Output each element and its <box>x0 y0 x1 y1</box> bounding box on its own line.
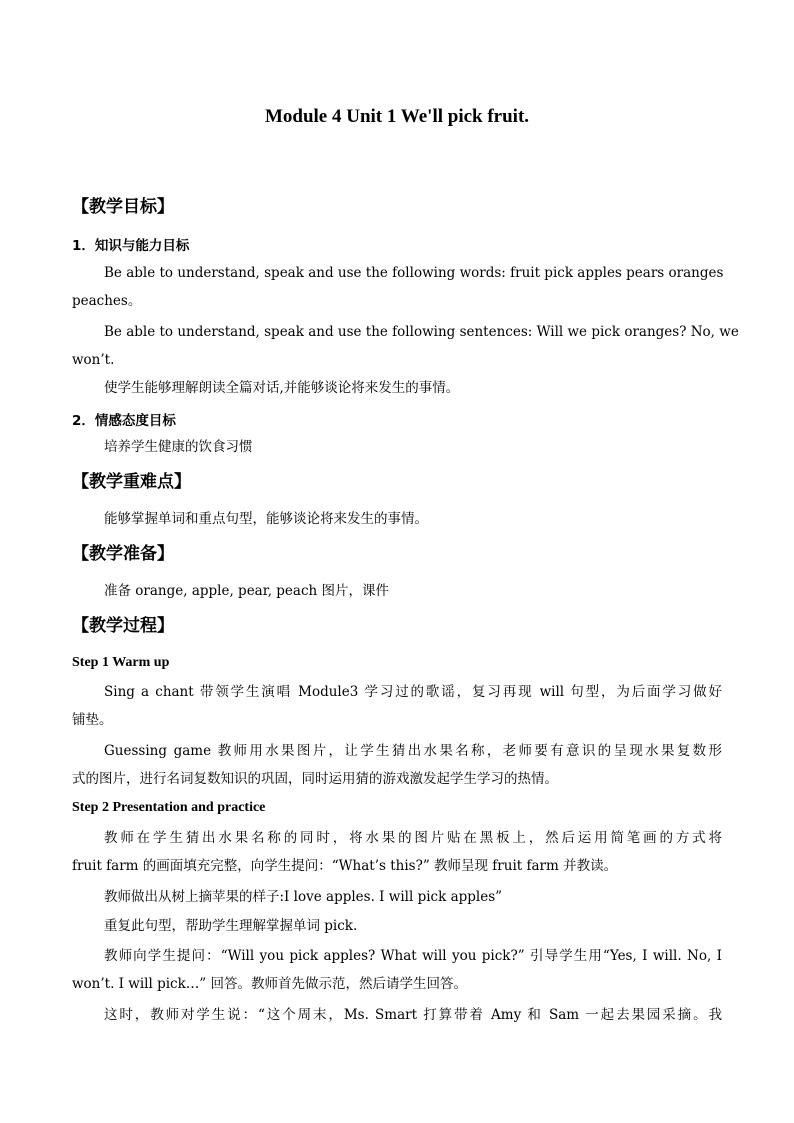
paragraph-line: 能够掌握单词和重点句型，能够谈论将来发生的事情。 <box>104 511 428 527</box>
paragraph-line: peaches。 <box>72 293 142 309</box>
paragraph-line: fruit farm 的画面填充完整，向学生提问：“What’s this?” 教师呈现 fruit farm 并教读。 <box>72 858 618 874</box>
paragraph-line: 教师做出从树上摘苹果的样子:I love apples. I will pick apples” <box>104 889 503 905</box>
step-2-heading: Step 2 Presentation and practice <box>72 800 266 815</box>
step-1-heading: Step 1 Warm up <box>72 655 170 670</box>
paragraph-line: 重复此句型，帮助学生理解掌握单词 pick. <box>104 918 358 934</box>
paragraph-line: Guessing game 教师用水果图片，让学生猜出水果名称，老师要有意识的呈现水果复数形 <box>104 743 722 759</box>
paragraph-line: 教师在学生猜出水果名称的同时，将水果的图片贴在黑板上，然后运用简笔画的方式将 <box>104 830 722 846</box>
paragraph-line: Be able to understand, speak and use the following words: fruit pick apples pears oranges <box>104 265 724 281</box>
paragraph-line: 使学生能够理解朗读全篇对话,并能够谈论将来发生的事情。 <box>104 380 460 396</box>
heading-key-points: 【教学重难点】 <box>72 472 191 492</box>
subheading-knowledge-ability: 1．知识与能力目标 <box>72 238 190 254</box>
heading-preparation: 【教学准备】 <box>72 544 174 564</box>
subheading-emotion-attitude: 2．情感态度目标 <box>72 413 176 429</box>
heading-teaching-goals: 【教学目标】 <box>72 197 174 217</box>
paragraph-line: 这时，教师对学生说：“这个周末，Ms. Smart 打算带着 Amy 和 Sam 一起去果园采摘。我 <box>104 1007 722 1023</box>
page-title: Module 4 Unit 1 We'll pick fruit. <box>264 106 530 127</box>
paragraph-line: 铺垫。 <box>72 712 113 728</box>
paragraph-line: Be able to understand, speak and use the following sentences: Will we pick oranges? No, we <box>104 324 739 340</box>
heading-teaching-process: 【教学过程】 <box>72 616 174 636</box>
paragraph-line: won’t. I will pick…” 回答。教师首先做示范，然后请学生回答。 <box>72 976 467 992</box>
paragraph-line: 式的图片，进行名词复数知识的巩固，同时运用猜的游戏激发起学生学习的热情。 <box>72 771 558 787</box>
paragraph-line: 教师向学生提问：“Will you pick apples? What will you pick?” 引导学生用“Yes, I will. No, I <box>104 948 722 964</box>
paragraph-line: Sing a chant 带领学生演唱 Module3 学习过的歌谣，复习再现 will 句型，为后面学习做好 <box>104 684 722 700</box>
paragraph-line: won’t. <box>72 352 115 368</box>
paragraph-line: 培养学生健康的饮食习惯 <box>104 439 253 455</box>
paragraph-line: 准备 orange, apple, pear, peach 图片，课件 <box>104 583 390 599</box>
